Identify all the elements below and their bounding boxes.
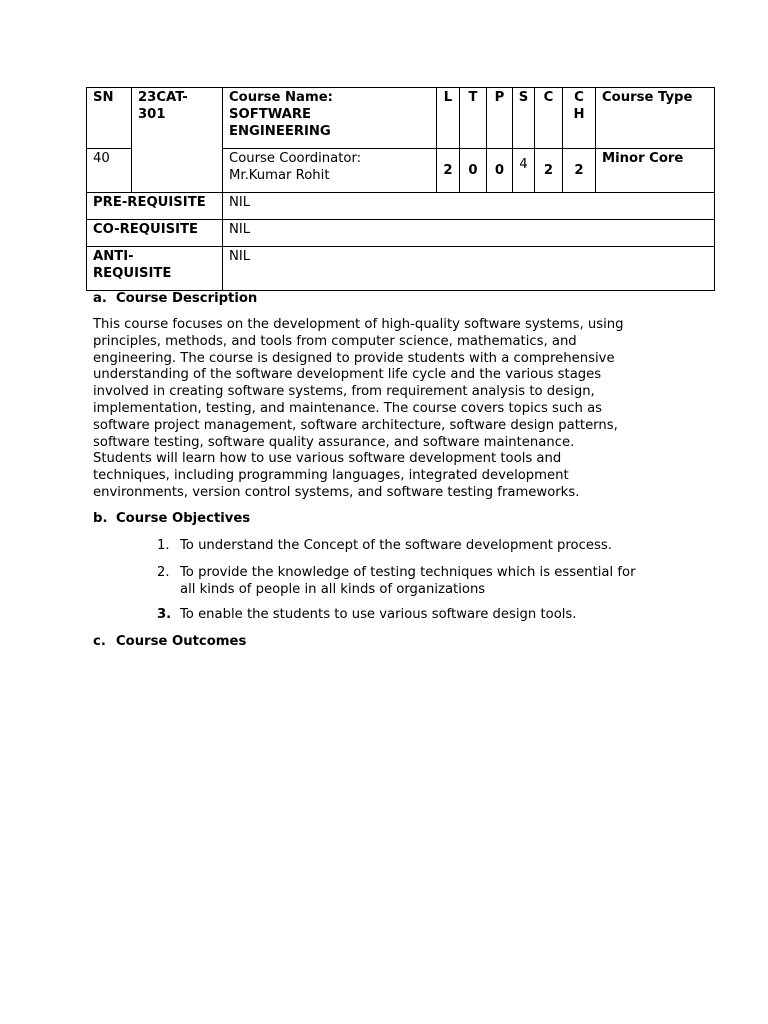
objective-text [180, 537, 697, 554]
objective-line: To provide the knowledge of testing techniques which is essential for [180, 565, 636, 580]
objective-text [180, 564, 697, 598]
course-code-line2: 301 [138, 107, 166, 122]
objective-line: To enable the students to use various software design tools. [180, 607, 577, 622]
p-header: P [487, 88, 513, 149]
course-code [132, 88, 223, 193]
table-row [87, 88, 715, 149]
objective-number: 3. [157, 607, 172, 622]
description-marker: a. [93, 291, 107, 306]
coordinator-cell [223, 149, 437, 193]
course-code-line1: 23CAT- [138, 90, 188, 105]
ch-header-line1: C [574, 90, 584, 105]
description-line: This course focuses on the development of high-quality software systems, using [93, 317, 624, 332]
l-value: 2 [437, 149, 460, 193]
outcomes-heading [93, 633, 246, 650]
description-title: Course Description [116, 291, 258, 306]
description-line: involved in creating software systems, from requirement analysis to design, [93, 384, 595, 400]
objective-text [180, 606, 697, 623]
ch-header [563, 88, 596, 149]
t-value: 0 [460, 149, 487, 193]
objective-number: 2. [157, 565, 170, 580]
sn-value: 40 [87, 149, 132, 193]
course-name-cell [223, 88, 437, 149]
p-value: 0 [487, 149, 513, 193]
objective-item-3 [157, 606, 697, 623]
course-type-value: Minor Core [596, 149, 715, 193]
coreq-value: NIL [223, 220, 715, 247]
description-line: software testing, software quality assurance, and software maintenance. [93, 434, 575, 450]
coordinator-name: Mr.Kumar Rohit [229, 168, 330, 183]
s-value: 4 [519, 156, 528, 172]
outcomes-marker: c. [93, 634, 106, 649]
ch-value: 2 [563, 149, 596, 193]
course-type-header: Course Type [596, 88, 715, 149]
description-line: understanding of the software development life cycle and the various stages [93, 367, 602, 383]
prereq-value: NIL [223, 193, 715, 220]
coreq-label: CO-REQUISITE [87, 220, 223, 247]
course-name-line2: ENGINEERING [229, 124, 331, 139]
objective-line: To understand the Concept of the software development process. [180, 538, 612, 553]
objectives-title: Course Objectives [116, 511, 251, 526]
description-heading [93, 290, 257, 307]
prereq-label: PRE-REQUISITE [87, 193, 223, 220]
t-header: T [460, 88, 487, 149]
description-line: Students will learn how to use various software development tools and [93, 451, 562, 467]
objective-item-2 [157, 564, 697, 598]
objective-number: 1. [157, 538, 170, 553]
table-row [87, 247, 715, 291]
c-value: 2 [535, 149, 563, 193]
antireq-label-line2: REQUISITE [93, 266, 172, 281]
objective-line: all kinds of people in all kinds of organizations [180, 582, 486, 597]
outcomes-title: Course Outcomes [116, 634, 247, 649]
description-line: principles, methods, and tools from computer science, mathematics, and [93, 333, 577, 349]
description-line: engineering. The course is designed to provide students with a comprehensive [93, 350, 615, 366]
ch-header-line2: H [573, 107, 585, 122]
antireq-value: NIL [223, 247, 715, 291]
s-value-cell [513, 149, 535, 193]
course-name-line1: SOFTWARE [229, 107, 312, 122]
description-line: software project management, software architecture, software design patterns, [93, 417, 618, 433]
course-name-label: Course Name: [229, 90, 333, 105]
objective-item-1 [157, 537, 697, 554]
table-row [87, 220, 715, 247]
description-paragraph [93, 317, 683, 502]
objectives-marker: b. [93, 511, 108, 526]
sn-header: SN [87, 88, 132, 149]
coordinator-label: Course Coordinator: [229, 151, 362, 166]
s-header: S [513, 88, 535, 149]
description-line: implementation, testing, and maintenance. The course covers topics such as [93, 400, 603, 416]
course-info-table [86, 87, 715, 291]
l-header: L [437, 88, 460, 149]
table-row [87, 193, 715, 220]
description-line: techniques, including programming languages, integrated development [93, 468, 569, 484]
antireq-label [87, 247, 223, 291]
antireq-label-line1: ANTI- [93, 249, 134, 264]
description-line: environments, version control systems, and software testing frameworks. [93, 484, 580, 500]
c-header: C [535, 88, 563, 149]
objectives-heading [93, 510, 250, 527]
